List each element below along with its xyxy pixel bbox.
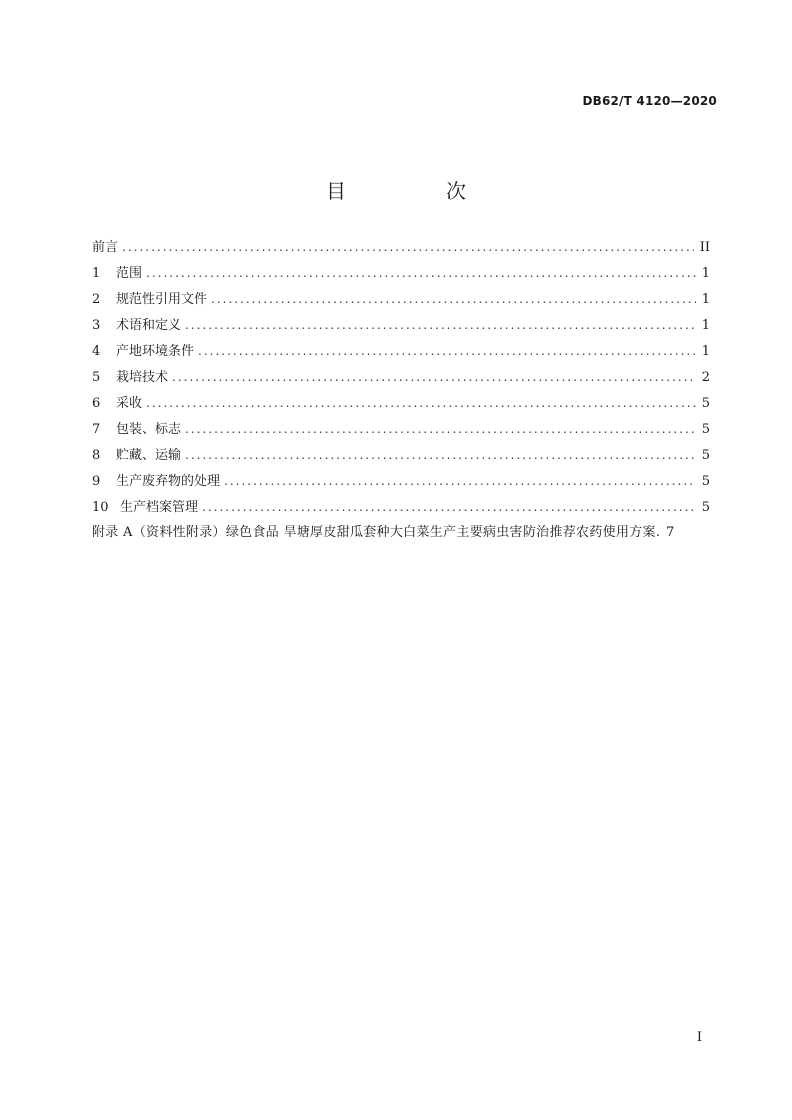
toc-entry-label: 1 范围 [92,264,142,284]
page-number: I [696,1030,702,1045]
toc-entry-page: 1 [701,344,710,359]
toc-entry-label: 前言 [92,240,119,255]
toc-entry-label: 2 规范性引用文件 [92,290,207,310]
toc-entry-terms[interactable] [92,315,710,341]
toc-entry-page: 5 [701,448,710,463]
toc-list [92,237,710,549]
toc-entry-label: 8 贮藏、运输 [92,446,181,466]
toc-entry-page: 5 [701,500,710,515]
toc-entry-label: 6 采收 [92,394,142,414]
toc-entry-label: 3 术语和定义 [92,316,181,336]
dot-leader [211,289,696,309]
dot-leader [224,471,696,491]
toc-entry-number: 7 [92,422,101,437]
toc-entry-appendix-a[interactable] [92,523,710,549]
toc-entry-number: 10 [92,500,109,515]
toc-entry-number: 6 [92,396,101,411]
toc-entry-label: 4 产地环境条件 [92,342,194,362]
toc-entry-page: 1 [701,292,710,307]
toc-entry-normative-references[interactable] [92,289,710,315]
toc-entry-cultivation[interactable] [92,367,710,393]
toc-entry-label: 9 生产废弃物的处理 [92,472,220,492]
dot-leader [185,315,696,335]
toc-entry-number: 2 [92,292,101,307]
dot-leader [198,341,696,361]
toc-entry-page: 5 [701,422,710,437]
toc-entry-number: 1 [92,266,101,281]
toc-entry-packaging[interactable] [92,419,710,445]
toc-entry-scope[interactable] [92,263,710,289]
toc-entry-label: 10 生产档案管理 [92,498,198,518]
toc-entry-page: 1 [701,318,710,333]
dot-leader [185,445,696,465]
toc-entry-page: 5 [701,396,710,411]
toc-entry-number: 8 [92,448,101,463]
toc-entry-number: 5 [92,370,101,385]
toc-entry-number: 4 [92,344,101,359]
dot-leader: . [655,525,660,540]
toc-entry-page: 7 [666,525,675,540]
toc-entry-page: 5 [701,474,710,489]
toc-entry-records[interactable] [92,497,710,523]
toc-entry-environment[interactable] [92,341,710,367]
dot-leader [146,263,696,283]
toc-entry-harvest[interactable] [92,393,710,419]
toc-entry-waste[interactable] [92,471,710,497]
toc-entry-page: 1 [701,266,710,281]
toc-entry-foreword[interactable] [92,237,710,263]
dot-leader [122,237,694,257]
dot-leader [185,419,696,439]
dot-leader [202,497,696,517]
standard-code: DB62/T 4120—2020 [582,94,717,108]
toc-entry-number: 3 [92,318,101,333]
toc-entry-number: 9 [92,474,101,489]
toc-entry-page: II [699,240,710,255]
toc-entry-label: 附录 A（资料性附录）绿色食品 旱塘厚皮甜瓜套种大白菜生产主要病虫害防治推荐农药使用方案 [92,525,656,540]
dot-leader [172,367,696,387]
toc-entry-label: 7 包装、标志 [92,420,181,440]
toc-entry-storage[interactable] [92,445,710,471]
toc-entry-page: 2 [701,370,710,385]
toc-entry-label: 5 栽培技术 [92,368,168,388]
toc-title: 目 次 [326,179,506,203]
dot-leader [146,393,696,413]
